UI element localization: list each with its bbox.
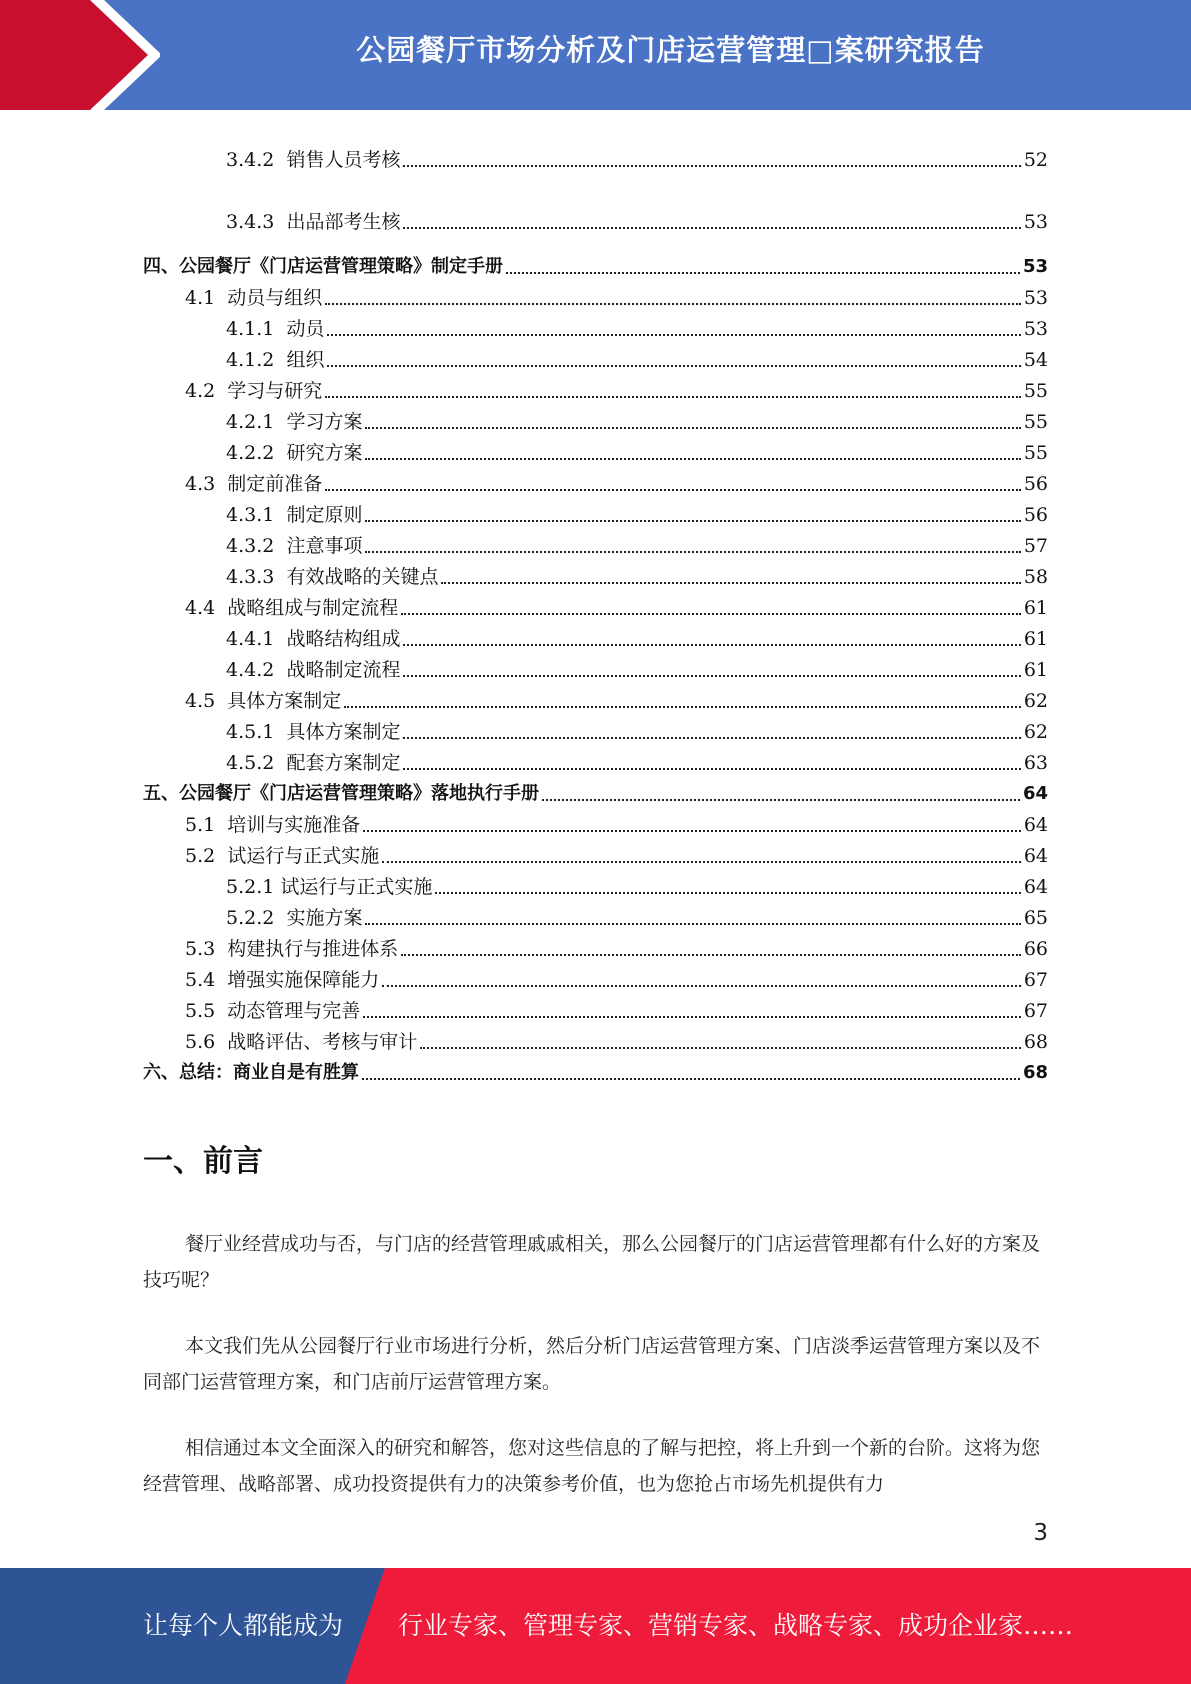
toc-dot-leader <box>365 551 1020 553</box>
toc-entry-number: 4.5.1 <box>226 721 287 743</box>
toc-entry-number: 4.1.2 <box>226 349 287 371</box>
toc-entry-page: 67 <box>1023 1000 1048 1022</box>
toc-entry-page: 52 <box>1023 149 1048 171</box>
toc-entry[interactable] <box>143 410 1048 434</box>
toc-entry[interactable] <box>143 782 1048 806</box>
toc-entry-number: 4.2.1 <box>226 411 287 433</box>
toc-entry-number: 5.1 <box>185 814 228 836</box>
toc-dot-leader <box>325 489 1021 491</box>
toc-entry[interactable] <box>143 1061 1048 1085</box>
toc-entry-number: 4.3.2 <box>226 535 287 557</box>
toc-entry[interactable] <box>143 348 1048 372</box>
toc-entry-page: 64 <box>1023 876 1048 898</box>
toc-entry-number: 4.3.3 <box>226 566 287 588</box>
toc-entry-title: 组织 <box>286 349 325 371</box>
toc-entry-page: 62 <box>1023 690 1048 712</box>
toc-dot-leader <box>403 644 1020 646</box>
toc-entry-number: 5.2 <box>185 845 228 867</box>
toc-entry-title: 研究方案 <box>286 442 363 464</box>
toc-entry[interactable] <box>143 658 1048 682</box>
toc-entry-number: 3.4.2 <box>226 149 287 171</box>
toc-entry[interactable] <box>143 937 1048 961</box>
toc-dot-leader <box>401 613 1021 615</box>
toc-dot-leader <box>403 768 1020 770</box>
toc-entry-page: 53 <box>1022 256 1048 277</box>
toc-entry-number: 5.2.2 <box>226 907 287 929</box>
toc-entry-page: 68 <box>1023 1031 1048 1053</box>
toc-entry[interactable] <box>143 968 1048 992</box>
toc-dot-leader <box>365 427 1020 429</box>
toc-entry-page: 57 <box>1023 535 1048 557</box>
toc-entry-title: 具体方案制定 <box>286 721 401 743</box>
toc-entry-number: 4.4 <box>185 597 228 619</box>
toc-dot-leader <box>325 396 1021 398</box>
toc-dot-leader <box>327 365 1020 367</box>
toc-dot-leader <box>420 1047 1021 1049</box>
toc-entry-number: 4.1 <box>185 287 228 309</box>
toc-entry[interactable] <box>143 875 1048 899</box>
toc-entry-number: 4.4.1 <box>226 628 287 650</box>
toc-entry-title: 试运行与正式实施 <box>227 845 380 867</box>
toc-entry-title: 学习方案 <box>286 411 363 433</box>
toc-entry-title: 战略评估、考核与审计 <box>227 1031 418 1053</box>
toc-entry-title: 制定原则 <box>286 504 363 526</box>
toc-dot-leader <box>365 458 1020 460</box>
toc-entry-page: 55 <box>1023 380 1048 402</box>
toc-entry[interactable] <box>143 906 1048 930</box>
toc-entry[interactable] <box>143 472 1048 496</box>
toc-entry-number: 5.5 <box>185 1000 228 1022</box>
toc-entry-page: 64 <box>1023 845 1048 867</box>
toc-entry-page: 55 <box>1023 442 1048 464</box>
toc-entry-page: 58 <box>1023 566 1048 588</box>
toc-entry-number: 4.3.1 <box>226 504 287 526</box>
toc-entry-title: 战略组成与制定流程 <box>227 597 399 619</box>
section-title: 一、前言 <box>143 1144 263 1179</box>
toc-dot-leader <box>327 334 1020 336</box>
toc-entry-title: 培训与实施准备 <box>227 814 361 836</box>
toc-dot-leader <box>382 861 1021 863</box>
toc-entry[interactable] <box>143 210 1048 234</box>
toc-entry[interactable] <box>143 1030 1048 1054</box>
toc-entry-title: 出品部考生核 <box>286 211 401 233</box>
toc-entry-page: 53 <box>1023 287 1048 309</box>
toc-entry[interactable] <box>143 844 1048 868</box>
report-title: 公园餐厅市场分析及门店运营管理□案研究报告 <box>356 33 985 67</box>
toc-entry-number: 4.5.2 <box>226 752 287 774</box>
toc-entry-title: 销售人员考核 <box>286 149 401 171</box>
toc-entry[interactable] <box>143 379 1048 403</box>
paragraph: 餐厅业经营成功与否，与门店的经营管理戚戚相关，那么公园餐厅的门店运营管理都有什么好的方案及技巧呢？ <box>143 1233 1041 1291</box>
toc-entry-page: 66 <box>1023 938 1048 960</box>
toc-dot-leader <box>403 165 1020 167</box>
toc-dot-leader <box>365 520 1020 522</box>
toc-entry-page: 62 <box>1023 721 1048 743</box>
toc-entry[interactable] <box>143 148 1048 172</box>
toc-entry-page: 64 <box>1022 783 1048 804</box>
page-header <box>0 0 1191 110</box>
toc-dot-leader <box>435 892 1020 894</box>
toc-entry-page: 53 <box>1023 211 1048 233</box>
toc-dot-leader <box>441 582 1020 584</box>
toc-entry-number: 5.2.1 <box>226 876 281 898</box>
page-footer <box>0 1568 1191 1684</box>
toc-entry-title: 制定前准备 <box>227 473 323 495</box>
toc-entry-title: 动员 <box>286 318 325 340</box>
toc-entry-title: 具体方案制定 <box>227 690 342 712</box>
toc-entry[interactable] <box>143 999 1048 1023</box>
toc-dot-leader <box>362 1078 1020 1080</box>
toc-entry-page: 53 <box>1023 318 1048 340</box>
toc-dot-leader <box>325 303 1021 305</box>
toc-dot-leader <box>403 675 1020 677</box>
toc-entry-number: 5.4 <box>185 969 228 991</box>
toc-entry-page: 54 <box>1023 349 1048 371</box>
toc-entry-page: 67 <box>1023 969 1048 991</box>
toc-entry[interactable] <box>143 441 1048 465</box>
toc-dot-leader <box>344 706 1021 708</box>
toc-entry-number: 5.6 <box>185 1031 228 1053</box>
toc-entry[interactable] <box>143 317 1048 341</box>
toc-entry-number: 4.3 <box>185 473 228 495</box>
toc-entry-number: 4.5 <box>185 690 228 712</box>
toc-entry-page: 65 <box>1023 907 1048 929</box>
toc-entry[interactable] <box>143 751 1048 775</box>
toc-dot-leader <box>403 227 1020 229</box>
toc-entry[interactable] <box>143 503 1048 527</box>
toc-entry-title: 实施方案 <box>286 907 363 929</box>
toc-dot-leader <box>401 954 1021 956</box>
toc-entry-title: 六、总结：商业自是有胜算 <box>143 1062 359 1083</box>
toc-entry[interactable] <box>143 689 1048 713</box>
toc-entry[interactable] <box>143 720 1048 744</box>
toc-dot-leader <box>363 830 1021 832</box>
toc-entry-title: 四、公园餐厅《门店运营管理策略》制定手册 <box>143 256 503 277</box>
toc-dot-leader <box>506 272 1020 274</box>
toc-dot-leader <box>542 799 1020 801</box>
toc-entry-page: 68 <box>1022 1062 1048 1083</box>
toc-entry[interactable] <box>143 255 1048 279</box>
toc-entry-page: 63 <box>1023 752 1048 774</box>
toc-dot-leader <box>365 923 1020 925</box>
paragraph: 本文我们先从公园餐厅行业市场进行分析，然后分析门店运营管理方案、门店淡季运营管理方案以及不同部门运营管理方案，和门店前厅运营管理方案。 <box>143 1335 1041 1393</box>
toc-entry-number: 4.1.1 <box>226 318 287 340</box>
toc-entry-title: 学习与研究 <box>227 380 323 402</box>
toc-entry-page: 64 <box>1023 814 1048 836</box>
toc-entry-page: 56 <box>1023 473 1048 495</box>
toc-entry-title: 五、公园餐厅《门店运营管理策略》落地执行手册 <box>143 783 539 804</box>
toc-entry-title: 配套方案制定 <box>286 752 401 774</box>
header-red-chevron <box>0 0 148 110</box>
toc-entry[interactable] <box>143 596 1048 620</box>
toc-entry-title: 构建执行与推进体系 <box>227 938 399 960</box>
toc-entry[interactable] <box>143 813 1048 837</box>
toc-entry-title: 动员与组织 <box>227 287 323 309</box>
footer-slogan-right: 行业专家、管理专家、营销专家、战略专家、成功企业家…… <box>398 1611 1074 1640</box>
toc-entry-page: 55 <box>1023 411 1048 433</box>
toc-entry-number: 5.3 <box>185 938 228 960</box>
footer-slogan-left: 让每个人都能成为 <box>143 1611 344 1640</box>
toc-dot-leader <box>363 1016 1021 1018</box>
toc-entry-title: 战略制定流程 <box>286 659 401 681</box>
toc-entry-title: 动态管理与完善 <box>227 1000 361 1022</box>
toc-entry-title: 试运行与正式实施 <box>280 876 433 898</box>
toc-entry-page: 61 <box>1023 628 1048 650</box>
toc-entry-title: 战略结构组成 <box>286 628 401 650</box>
toc-entry-title: 有效战略的关键点 <box>286 566 439 588</box>
toc-entry[interactable] <box>143 286 1048 310</box>
toc-dot-leader <box>382 985 1021 987</box>
toc-entry-page: 61 <box>1023 659 1048 681</box>
toc-entry-number: 3.4.3 <box>226 211 287 233</box>
toc-entry-number: 4.2.2 <box>226 442 287 464</box>
toc-entry-page: 61 <box>1023 597 1048 619</box>
header-arrow-decoration <box>0 0 160 110</box>
page-number: 3 <box>1033 1520 1048 1546</box>
toc-entry[interactable] <box>143 565 1048 589</box>
toc-entry-title: 注意事项 <box>286 535 363 557</box>
toc-entry-number: 4.2 <box>185 380 228 402</box>
toc-dot-leader <box>403 737 1020 739</box>
paragraph: 相信通过本文全面深入的研究和解答，您对这些信息的了解与把控，将上升到一个新的台阶。这将为您经营管理、战略部署、成功投资提供有力的决策参考价值，也为您抢占市场先机提供有力 <box>143 1437 1041 1495</box>
toc-entry[interactable] <box>143 534 1048 558</box>
toc-entry-number: 4.4.2 <box>226 659 287 681</box>
toc-entry-title: 增强实施保障能力 <box>227 969 380 991</box>
toc-entry-page: 56 <box>1023 504 1048 526</box>
toc-entry[interactable] <box>143 627 1048 651</box>
